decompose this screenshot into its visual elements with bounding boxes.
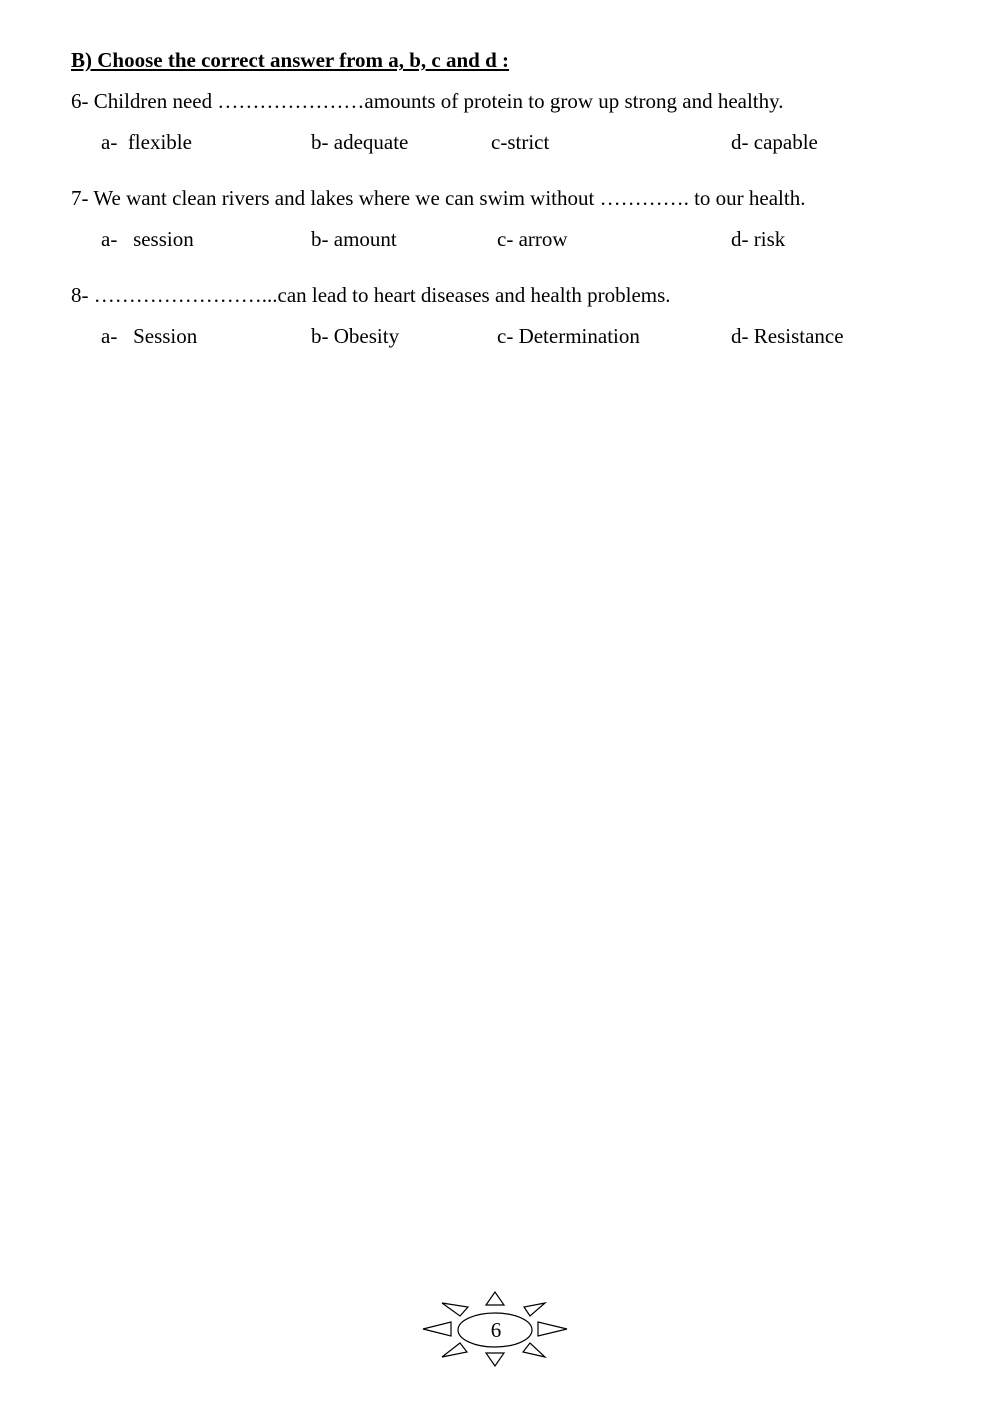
option-a: a- Session [101, 324, 198, 348]
question-8-options [0, 324, 992, 352]
page-number: 6 [490, 1318, 502, 1342]
option-d: d- Resistance [731, 324, 844, 348]
question-6-options [0, 130, 992, 158]
option-a: a- flexible [101, 130, 192, 154]
option-c: c- arrow [497, 227, 568, 251]
section-heading: B) Choose the correct answer from a, b, c and d : [71, 48, 510, 72]
question-6-text: 6- Children need …………………amounts of protein to grow up strong and healthy. [71, 89, 784, 113]
question-7-options [0, 227, 992, 255]
option-b: b- amount [311, 227, 397, 251]
option-d: d- capable [731, 130, 818, 154]
option-b: b- Obesity [311, 324, 400, 348]
question-7-text: 7- We want clean rivers and lakes where we can swim without …………. to our health. [71, 186, 806, 210]
option-c: c-strict [491, 130, 550, 154]
option-b: b- adequate [311, 130, 409, 154]
question-8-text: 8- ……………………...can lead to heart diseases and health problems. [71, 283, 671, 307]
option-a: a- session [101, 227, 194, 251]
option-d: d- risk [731, 227, 786, 251]
option-c: c- Determination [497, 324, 640, 348]
